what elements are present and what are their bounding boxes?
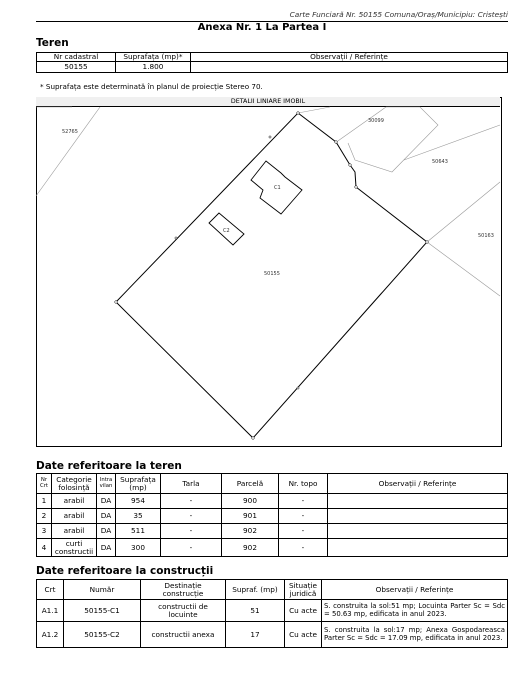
c1-label: C1 [274, 185, 281, 191]
table-row [37, 494, 508, 509]
neighbor-line [335, 107, 386, 143]
cell: 50155-C1 [64, 600, 141, 622]
cell: 900 [222, 494, 279, 509]
cell: 1 [37, 494, 52, 509]
col-nr-topo: Nr. topo [279, 474, 328, 494]
cell: 2 [37, 509, 52, 524]
cell: 902 [222, 539, 279, 557]
table-row [37, 524, 508, 539]
cell: S. construita la sol:51 mp; Locuinta Parter Sc = Sdc = 50.63 mp, edificata in anul 2023. [322, 600, 508, 622]
cell: A1.1 [37, 600, 64, 622]
cell: constructii de locuinte [141, 600, 226, 622]
cell: DA [97, 524, 116, 539]
teren-ref-header-row [37, 474, 508, 494]
col-situatie: Situație juridică [285, 580, 322, 600]
table-row [37, 509, 508, 524]
col-destinatie: Destinație construcție [141, 580, 226, 600]
vertex [355, 186, 358, 189]
vertex [349, 164, 352, 167]
cell: - [279, 524, 328, 539]
vertex [115, 301, 118, 304]
col-intravilan: Intra vilan [97, 474, 116, 494]
cell: DA [97, 539, 116, 557]
cell [328, 494, 508, 509]
neighbor-label: 50163 [478, 233, 494, 239]
col-supraf: Supraf. (mp) [226, 580, 285, 600]
neighbor-label: 52765 [62, 129, 78, 135]
cell: 4 [37, 539, 52, 557]
vertex [252, 437, 255, 440]
teren-note: * Suprafața este determinată în planul de proiecție Stereo 70. [40, 82, 263, 91]
vertex [297, 387, 299, 389]
cell: arabil [52, 494, 97, 509]
neighbor-line [404, 125, 500, 160]
map-caption: DETALII LINIARE IMOBIL [36, 97, 500, 107]
cell: constructii anexa [141, 622, 226, 648]
neighbor-line [298, 107, 330, 113]
table-row [37, 600, 508, 622]
col-nr-cadastral: Nr cadastral [37, 53, 116, 62]
cell: - [161, 524, 222, 539]
col-crt: Crt [37, 580, 64, 600]
vertex [426, 241, 429, 244]
col-nr-crt: Nr Crt [37, 474, 52, 494]
col-suprafata: Suprafața (mp) [116, 474, 161, 494]
teren-ref-table [36, 473, 508, 557]
neighbor-boundary [348, 107, 438, 172]
col-observatii: Observații / Referințe [328, 474, 508, 494]
cell [328, 524, 508, 539]
neighbor-label: 50643 [432, 159, 448, 165]
col-observatii: Observații / Referințe [191, 53, 508, 62]
cell: 50155-C2 [64, 622, 141, 648]
c2-label: C2 [223, 228, 230, 234]
carte-funciara-header: Carte Funciară Nr. 50155 Comuna/Oraș/Municipiu: Cristești [289, 10, 508, 19]
col-suprafata: Suprafața (mp)* [116, 53, 191, 62]
cell: 17 [226, 622, 285, 648]
cell: 901 [222, 509, 279, 524]
col-observatii: Observații / Referințe [322, 580, 508, 600]
vertex [269, 136, 271, 138]
cell: - [161, 494, 222, 509]
cell: Cu acte [285, 600, 322, 622]
cell: curti constructii [52, 539, 97, 557]
cell [328, 509, 508, 524]
neighbor-line [427, 242, 500, 296]
cell: 51 [226, 600, 285, 622]
parcel-label: 50155 [264, 271, 280, 277]
cell: - [279, 539, 328, 557]
cell: A1.2 [37, 622, 64, 648]
cell: arabil [52, 509, 97, 524]
cell: - [279, 494, 328, 509]
cell: - [279, 509, 328, 524]
vertex [297, 112, 300, 115]
vertex [335, 141, 338, 144]
cell: 35 [116, 509, 161, 524]
constr-ref-header-row [37, 580, 508, 600]
cell [328, 539, 508, 557]
col-tarla: Tarla [161, 474, 222, 494]
table-row [37, 622, 508, 648]
teren-section-title: Teren [36, 37, 69, 49]
page-title: Anexa Nr. 1 La Partea I [197, 22, 327, 33]
cell: 511 [116, 524, 161, 539]
col-numar: Număr [64, 580, 141, 600]
table-row [37, 539, 508, 557]
neighbor-line [36, 107, 100, 196]
cell: - [161, 509, 222, 524]
cell: 902 [222, 524, 279, 539]
col-categorie: Categorie folosință [52, 474, 97, 494]
col-parcela: Parcelă [222, 474, 279, 494]
constr-ref-table [36, 579, 508, 648]
constr-ref-section-title: Date referitoare la construcții [36, 565, 214, 577]
cell: 3 [37, 524, 52, 539]
cell: - [161, 539, 222, 557]
cell: 954 [116, 494, 161, 509]
cell: Cu acte [285, 622, 322, 648]
teren-ref-section-title: Date referitoare la teren [36, 460, 182, 472]
vertex [175, 237, 177, 239]
suprafata-value: 1.800 [116, 61, 191, 72]
nr-cadastral-value: 50155 [37, 61, 116, 72]
cell: DA [97, 494, 116, 509]
cell: 300 [116, 539, 161, 557]
cell: DA [97, 509, 116, 524]
cell: arabil [52, 524, 97, 539]
cell: S. construita la sol:17 mp; Anexa Gospodareasca Parter Sc = Sdc = 17.09 mp, edificata in anul 2023. [322, 622, 508, 648]
neighbor-label: 30099 [368, 118, 384, 124]
